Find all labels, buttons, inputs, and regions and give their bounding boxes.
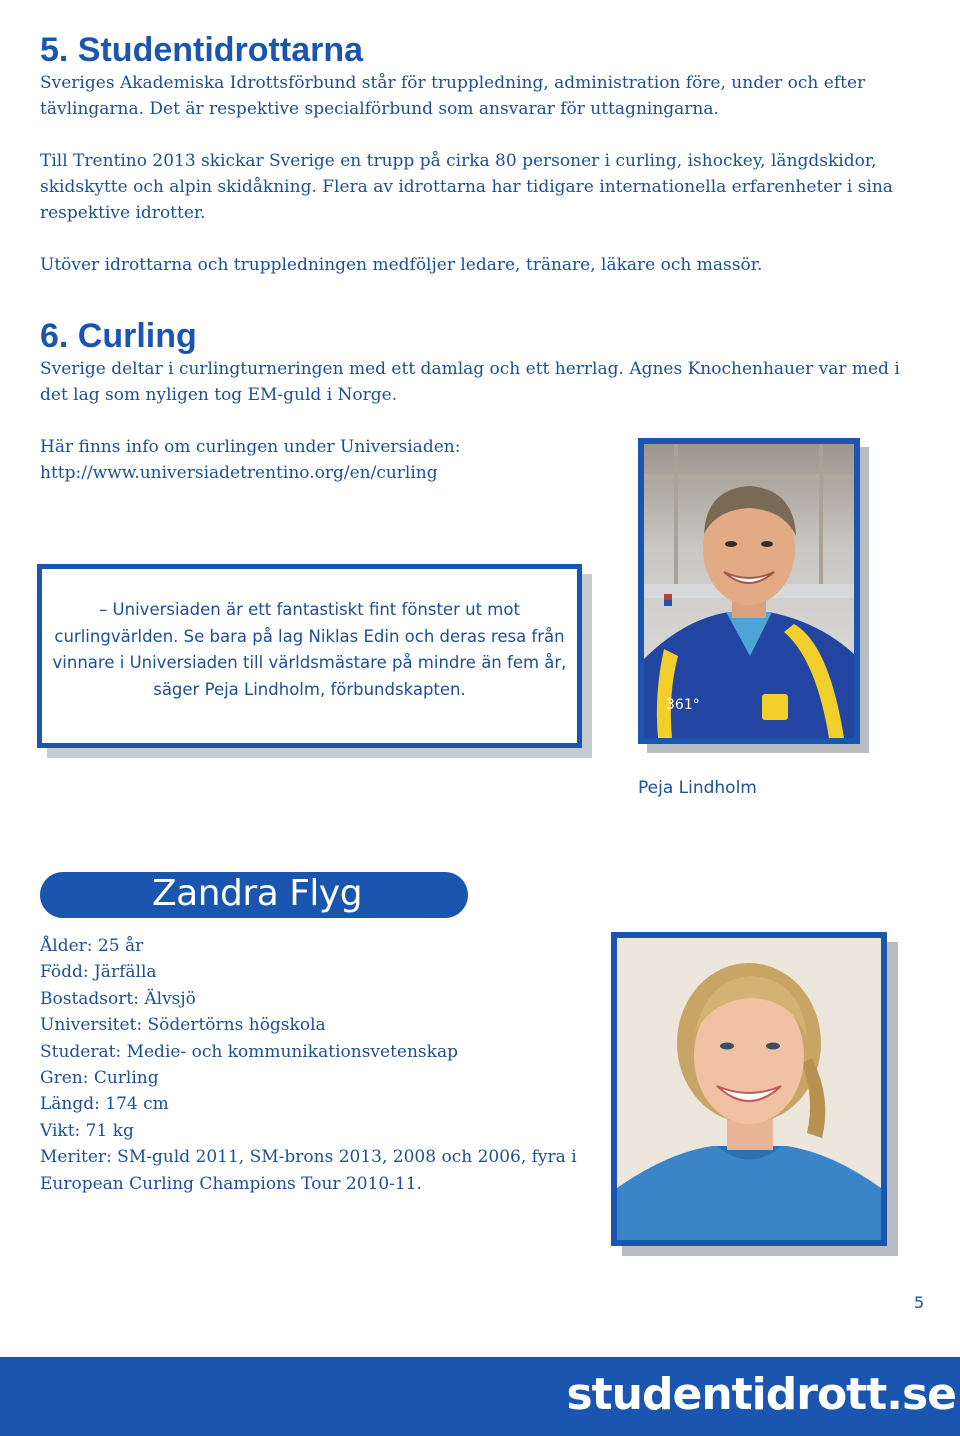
bio-line: Bostadsort: Älvsjö: [40, 988, 196, 1009]
bio-line: European Curling Champions Tour 2010-11.: [40, 1173, 422, 1194]
peja-photo: [638, 438, 860, 744]
quote-text: – Universiaden är ett fantastiskt fint fönster ut mot curlingvärlden. Se bara på lag Niklas Edin och deras resa från vinnare i Universiaden till världsmästare på mindre än fem år, säger Peja Lindholm, förbundskapten.: [52, 600, 567, 699]
bio-line: Född: Järfälla: [40, 962, 157, 983]
bio-line: Gren: Curling: [40, 1068, 159, 1089]
section-5-heading: 5. Studentidrottarna: [40, 31, 364, 69]
athlete-name: Zandra Flyg: [152, 873, 363, 914]
footer-brand: studentidrott.se: [566, 1369, 956, 1420]
jacket-logo-text: 361°: [666, 697, 700, 713]
footer-bar: [0, 1357, 960, 1436]
athlete-name-banner: [40, 872, 468, 918]
bio-line: Meriter: SM-guld 2011, SM-brons 2013, 2008 och 2006, fyra i: [40, 1147, 577, 1168]
section-5-paragraph: Sveriges Akademiska Idrottsförbund står för truppledning, administration före, under och efter tävlingarna. Det är respektive specialförbund som ansvarar för uttagningarna.: [40, 73, 866, 119]
zandra-photo: [611, 932, 887, 1246]
section-5-body: [40, 70, 900, 278]
bio-line: Längd: 174 cm: [40, 1094, 169, 1115]
section-5-paragraph: Utöver idrottarna och truppledningen medföljer ledare, tränare, läkare och massör.: [40, 255, 763, 275]
bio-line: Ålder: 25 år: [40, 936, 144, 956]
bio-line: Universitet: Södertörns högskola: [40, 1015, 326, 1036]
section-6-paragraph: Sverige deltar i curlingturneringen med ett damlag och ett herrlag. Agnes Knochenhauer var med i det lag som nyligen tog EM-guld i Norge.: [40, 359, 900, 405]
section-6-heading: 6. Curling: [40, 317, 197, 355]
page-number: 5: [914, 1293, 925, 1312]
athlete-bio: [40, 933, 600, 1197]
bio-line: Vikt: 71 kg: [40, 1120, 134, 1141]
peja-portrait-image: [644, 444, 854, 738]
section-5-paragraph: Till Trentino 2013 skickar Sverige en trupp på cirka 80 personer i curling, ishockey, längdskidor, skidskytte och alpin skidåkning. Flera av idrottarna har tidigare internationella erfarenheter i sina respektive idrotter.: [40, 151, 893, 223]
curling-info-text: Här finns info om curlingen under Universiaden:: [40, 437, 461, 457]
quote-box: [37, 564, 582, 748]
zandra-portrait-image: [617, 938, 881, 1240]
peja-photo-caption: Peja Lindholm: [638, 778, 757, 798]
bio-line: Studerat: Medie- och kommunikationsvetenskap: [40, 1041, 458, 1062]
curling-info-link[interactable]: http://www.universiadetrentino.org/en/curling: [40, 463, 438, 483]
